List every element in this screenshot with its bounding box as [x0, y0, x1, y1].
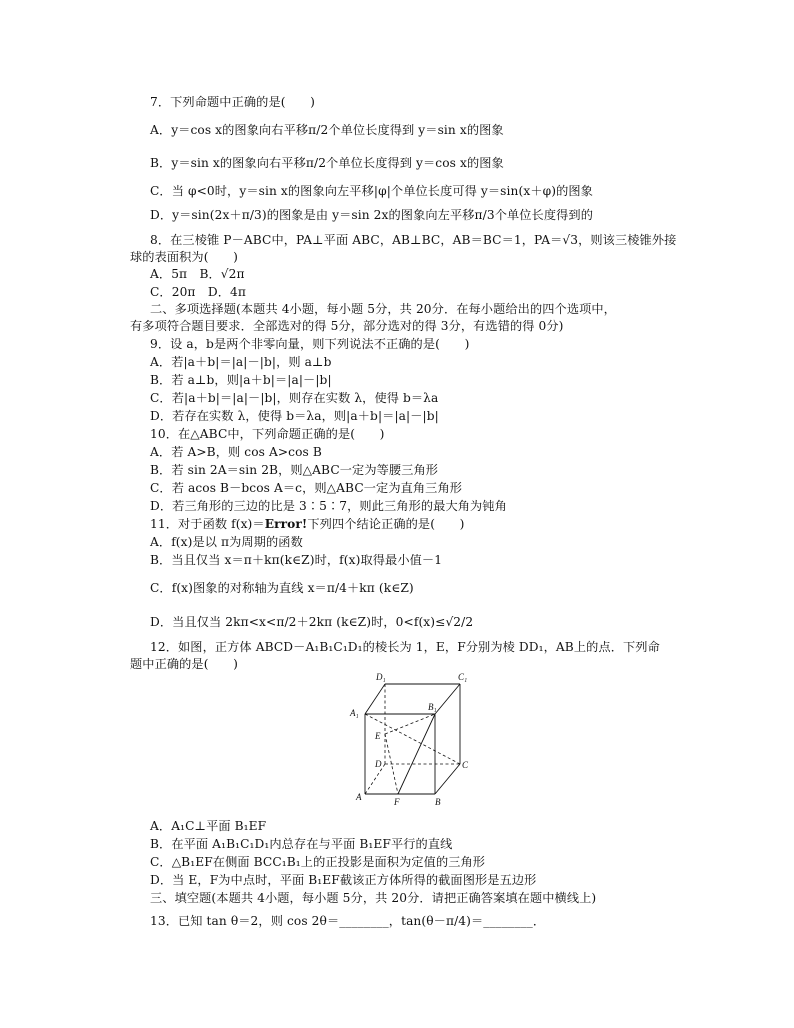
q7-option-a: A．y＝cos x的图象向右平移π/2个单位长度得到 y＝sin x的图象 [150, 123, 504, 137]
q9-option-b: B．若 a⊥b，则|a＋b|＝|a|－|b| [150, 373, 332, 387]
q7-option-b: B．y＝sin x的图象向右平移π/2个单位长度得到 y＝cos x的图象 [150, 156, 504, 170]
label-c: C [462, 760, 469, 770]
label-b1: B₁ [428, 702, 437, 712]
q12-stem-line2: 题中正确的是( ) [130, 657, 239, 671]
section3-header: 三、填空题(本题共 4小题，每小题 5分，共 20分．请把正确答案填在题中横线上) [150, 891, 597, 905]
label-f: F [394, 797, 400, 807]
q9-option-a: A．若|a＋b|＝|a|－|b|，则 a⊥b [150, 355, 332, 369]
q11-option-a: A．f(x)是以 π为周期的函数 [150, 535, 303, 549]
section2-header-line2: 有多项符合题目要求．全部选对的得 5分，部分选对的得 3分，有选错的得 0分) [130, 319, 564, 333]
q9-stem: 9．设 a，b是两个非零向量，则下列说法不正确的是( ) [150, 337, 470, 351]
edge-b-c [435, 764, 460, 794]
q11-option-c: C．f(x)图象的对称轴为直线 x＝π/4＋kπ (k∈Z) [150, 581, 414, 595]
q12-option-b: B．在平面 A₁B₁C₁D₁内总存在与平面 B₁EF平行的直线 [150, 837, 453, 851]
label-d1: D₁ [376, 672, 386, 682]
label-b: B [435, 797, 441, 807]
q11-stem [150, 516, 465, 532]
q7-option-d: D．y＝sin(2x＋π/3)的图象是由 y＝sin 2x的图象向左平移π/3个单位长度得到的 [150, 208, 593, 222]
q11-option-b: B．当且仅当 x＝π＋kπ(k∈Z)时，f(x)取得最小值－1 [150, 553, 443, 567]
q12-stem-line1: 12．如图，正方体 ABCD－A₁B₁C₁D₁的棱长为 1，E，F分别为棱 DD₁，AB上的点．下列命 [150, 640, 660, 654]
cube-figure [340, 670, 480, 814]
q8-stem-line2: 球的表面积为( ) [130, 250, 239, 264]
label-c1: C₁ [458, 672, 468, 682]
label-a: A [356, 792, 362, 802]
q12-option-c: C．△B₁EF在侧面 BCC₁B₁上的正投影是面积为定值的三角形 [150, 855, 486, 869]
label-a1: A₁ [350, 708, 359, 718]
q10-option-b: B．若 sin 2A＝sin 2B，则△ABC一定为等腰三角形 [150, 463, 439, 477]
q8-options-cd: C．20π D．4π [150, 285, 246, 299]
q9-option-d: D．若存在实数 λ，使得 b＝λa，则|a＋b|＝|a|－|b| [150, 409, 439, 423]
q8-stem-line1: 8．在三棱锥 P－ABC中，PA⊥平面 ABC，AB⊥BC，AB＝BC＝1，PA＝√3，则该三棱锥外接 [150, 233, 677, 247]
q12-option-a: A．A₁C⊥平面 B₁EF [150, 819, 267, 833]
edge-b1-c1 [435, 684, 460, 714]
q7-option-c: C．当 φ<0时，y＝sin x的图象向左平移|φ|个单位长度可得 y＝sin(x＋φ)的图象 [150, 184, 593, 198]
q9-option-c: C．若|a＋b|＝|a|－|b|，则存在实数 λ，使得 b＝λa [150, 391, 439, 405]
q11-error-marker: Error! [264, 517, 308, 531]
q12-option-d: D．当 E，F为中点时，平面 B₁EF截该正方体所得的截面图形是五边形 [150, 873, 537, 887]
q10-option-a: A．若 A>B，则 cos A>cos B [150, 445, 322, 459]
q10-option-d: D．若三角形的三边的比是 3∶5∶7，则此三角形的最大角为钝角 [150, 499, 507, 513]
edge-a1-d1 [365, 684, 385, 714]
q11-stem-post: 下列四个结论正确的是( ) [307, 517, 465, 531]
q11-stem-pre: 11．对于函数 f(x)＝ [150, 517, 265, 531]
q10-stem: 10．在△ABC中，下列命题正确的是( ) [150, 427, 385, 441]
q13-text: 13．已知 tan θ＝2，则 cos 2θ＝________，tan(θ－π/4)＝________． [150, 914, 546, 928]
section2-header-line1: 二、多项选择题(本题共 4小题，每小题 5分，共 20分．在每小题给出的四个选项中， [150, 302, 616, 316]
q11-option-d: D．当且仅当 2kπ<x<π/2＋2kπ (k∈Z)时，0<f(x)≤√2/2 [150, 615, 474, 629]
q8-options-ab: A．5π B．√2π [150, 267, 245, 281]
label-e: E [375, 731, 381, 741]
q7-stem: 7．下列命题中正确的是( ) [150, 95, 316, 109]
segment-b1-f [398, 714, 435, 794]
label-d: D [375, 759, 382, 769]
q10-option-c: C．若 acos B－bcos A＝c，则△ABC一定为直角三角形 [150, 481, 463, 495]
